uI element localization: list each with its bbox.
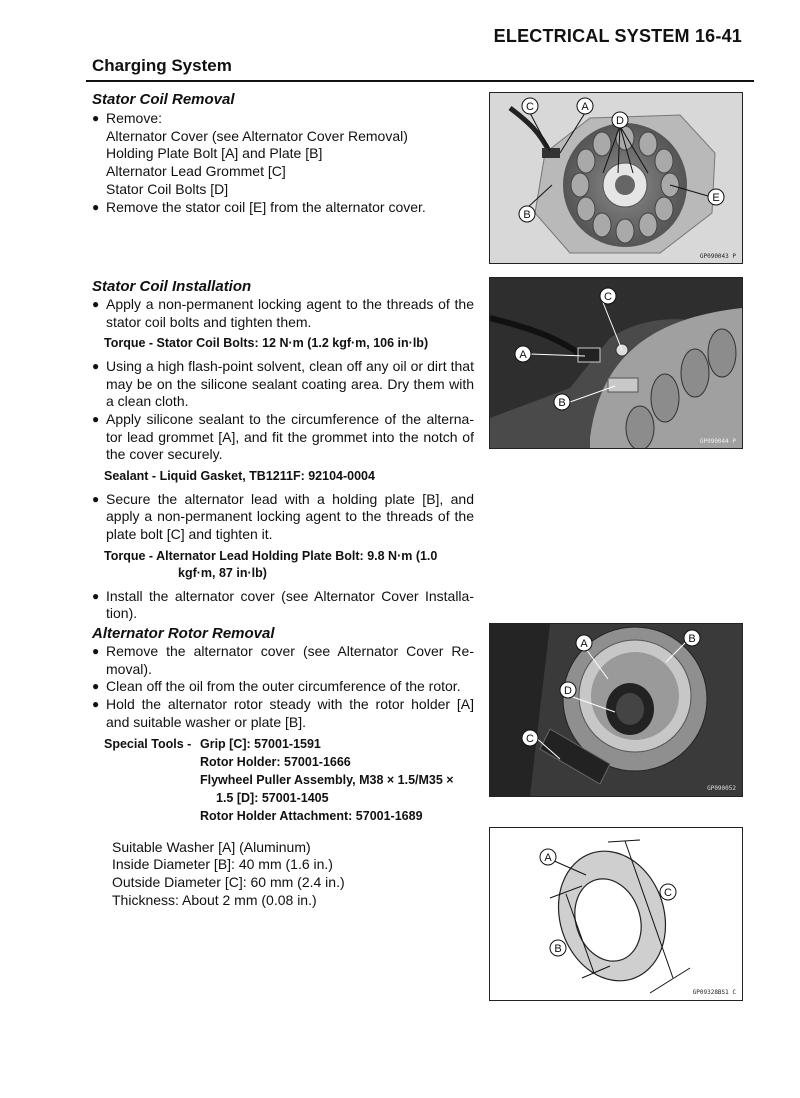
torque-spec-stator: Torque - Stator Coil Bolts: 12 N·m (1.2 kgf·m, 106 in·lb) xyxy=(104,336,429,351)
removal-item: Alternator Cover (see Alternator Cover Removal) xyxy=(106,127,408,144)
page-header: ELECTRICAL SYSTEM 16-41 xyxy=(493,26,742,46)
figure-stator-coil-removal xyxy=(489,92,743,264)
figure-code: GP090052 xyxy=(707,785,736,792)
callout-label: C xyxy=(604,291,612,303)
figure-stator-coil-installation xyxy=(489,277,743,449)
callout-label: B xyxy=(558,397,566,409)
stator-removal-body xyxy=(92,110,474,216)
tools-label: Special Tools - xyxy=(104,736,192,751)
torque-line-1: Torque - Alternator Lead Holding Plate Bolt: 9.8 N·m (1.0 xyxy=(104,548,438,563)
header-rule xyxy=(86,80,754,82)
callout-label: A xyxy=(581,101,589,113)
figure-washer-diagram xyxy=(489,827,743,1001)
bullet-sealant: ● Apply silicone sealant to the circumference of the alterna-tor lead grommet [A], and fit the grommet into the notch of the cover securely. xyxy=(92,411,474,464)
section-title-stator-install: Stator Coil Installation xyxy=(92,278,252,295)
bullet-remove: ● Remove: xyxy=(92,110,474,128)
callout-label: E xyxy=(712,192,720,204)
stator-install-body xyxy=(92,296,474,623)
callout-label: D xyxy=(616,115,624,127)
bullet-locking-agent: ● Apply a non-permanent locking agent to the threads of the stator coil bolts and tighten them. xyxy=(92,296,474,331)
bullet-clean-oil: ● Clean off the oil from the outer circumference of the rotor. xyxy=(92,678,474,696)
tool-item: Grip [C]: 57001-1591 xyxy=(200,736,321,751)
washer-specs xyxy=(92,839,474,910)
washer-line: Suitable Washer [A] (Aluminum) xyxy=(112,838,311,855)
figure-code: GP090044 P xyxy=(699,438,736,445)
section-title-rotor-removal: Alternator Rotor Removal xyxy=(92,625,275,642)
callout-label: C xyxy=(526,101,534,113)
callout-label: D xyxy=(564,685,572,697)
holding-plate xyxy=(608,378,638,392)
rotor-removal-body xyxy=(92,643,474,909)
tool-item: Rotor Holder Attachment: 57001-1689 xyxy=(200,808,423,823)
lead-grommet xyxy=(578,348,600,362)
callout-label: A xyxy=(519,349,527,361)
bullet-holding-plate: ● Secure the alternator lead with a holding plate [B], and apply a non-permanent locking agent to the threads of the plate bolt [C] and tighten it. xyxy=(92,491,474,544)
callout-label: C xyxy=(526,733,534,745)
callout-label: B xyxy=(688,633,696,645)
removal-item: Holding Plate Bolt [A] and Plate [B] xyxy=(106,145,323,162)
tool-item: 1.5 [D]: 57001-1405 xyxy=(216,790,329,805)
removal-item: Stator Coil Bolts [D] xyxy=(106,180,229,197)
tool-item: Rotor Holder: 57001-1666 xyxy=(200,754,351,769)
figure-code: GP09328BS1 C xyxy=(692,989,736,996)
figure-rotor-removal xyxy=(489,623,743,797)
callout-label: C xyxy=(664,887,672,899)
tool-item: Flywheel Puller Assembly, M38 × 1.5/M35 × xyxy=(200,772,454,787)
washer-line: Thickness: About 2 mm (0.08 in.) xyxy=(112,891,317,908)
callout-label: B xyxy=(554,943,562,955)
lead-grommet xyxy=(542,148,560,158)
bullet-solvent: ● Using a high flash-point solvent, clean off any oil or dirt that may be on the silicone sealant coating area. Dry them with a clean cloth. xyxy=(92,358,474,411)
torque-line-2: kgf·m, 87 in·lb) xyxy=(178,566,267,581)
washer-line: Outside Diameter [C]: 60 mm (2.4 in.) xyxy=(112,873,345,890)
removal-item: Alternator Lead Grommet [C] xyxy=(106,163,286,180)
callout-label: A xyxy=(580,638,588,650)
bullet-remove-cover: ● Remove the alternator cover (see Alternator Cover Re-moval). xyxy=(92,643,474,678)
torque-spec-plate xyxy=(104,548,474,583)
callout-label: A xyxy=(544,852,552,864)
washer-line: Inside Diameter [B]: 40 mm (1.6 in.) xyxy=(112,856,333,873)
figure-code: GP090043 P xyxy=(699,253,736,260)
sealant-spec: Sealant - Liquid Gasket, TB1211F: 92104-0004 xyxy=(104,469,375,484)
chapter-title: Charging System xyxy=(92,56,232,75)
section-title-stator-removal: Stator Coil Removal xyxy=(92,91,235,108)
puller-bore xyxy=(616,693,644,725)
bullet-remove-stator: ● Remove the stator coil [E] from the alternator cover. xyxy=(92,199,474,217)
bullet-install-cover: ● Install the alternator cover (see Alternator Cover Installa-tion). xyxy=(92,588,474,623)
stator-bore xyxy=(615,175,635,195)
callout-label: B xyxy=(523,209,531,221)
special-tools xyxy=(104,735,474,825)
bullet-hold-rotor: ● Hold the alternator rotor steady with the rotor holder [A] and suitable washer or plate [B]. xyxy=(92,696,474,731)
